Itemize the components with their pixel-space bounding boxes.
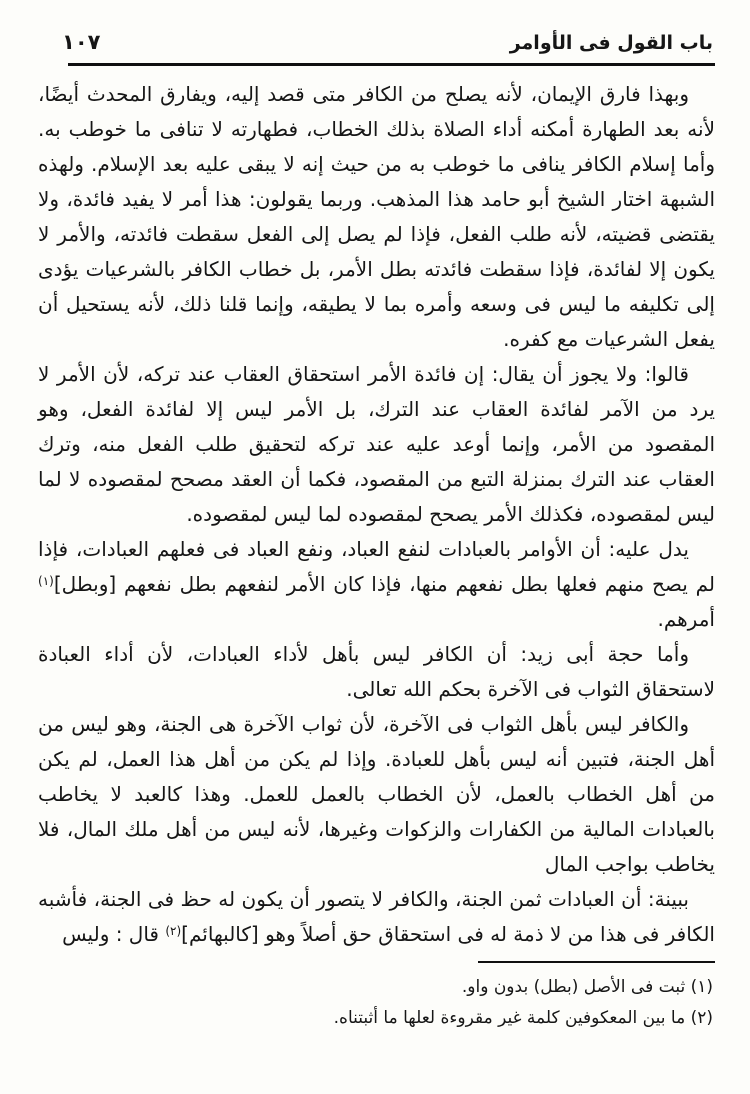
body-text [38, 77, 715, 952]
paragraph: ببينة: أن العبادات ثمن الجنة، والكافر لا يتصور أن يكون له حظ فى الجنة، فأشبه الكافر فى هذا من لا ذمة له فى استحقاق حق أصلاً وهو [كالبهائم]$^{(٢)}$ قال : وليس [38, 887, 715, 946]
paragraph: وأما حجة أبى زيد: أن الكافر ليس بأهل لأداء العبادات، لأن أداء العبادة لاستحقاق الثواب فى الآخرة بحكم الله تعالى. [38, 642, 715, 701]
page-header [38, 30, 715, 54]
footnote-ref-marker: (١) [38, 574, 54, 588]
paragraph: وبهذا فارق الإيمان، لأنه يصلح من الكافر متى قصد إليه، ويفارق المحدث أيضًا، لأنه بعد الطهارة أمكنه أداء الصلاة بذلك الخطاب، فطهارته لا تنافى ما خوطب به. وأما إسلام الكافر ينافى ما خوطب به من حيث إنه لا يبقى عليه بعد الإسلام. ولهذه الشبهة اختار الشيخ أبو حامد هذا المذهب. وربما يقولون: هذا أمر لا يفيد فائدة، ولا يقتضى قضيته، لأنه طلب الفعل، فإذا لم يصل إلى الفعل سقطت فائدته، والأمر لا يكون إلا لفائدة، فإذا سقطت فائدته بطل الأمر، بل خطاب الكافر بالشرعيات يؤدى إلى تكليفه ما ليس فى وسعه وأمره بما لا يطيقه، وإنما قلنا ذلك، لأنه يستحيل أن يفعل الشرعيات مع كفره. [38, 82, 715, 351]
paragraph: والكافر ليس بأهل الثواب فى الآخرة، لأن ثواب الآخرة هى الجنة، وهو ليس من أهل الجنة، فتبين أنه ليس بأهل للعبادة. وإذا لم يكن من أهل هذا العمل، لم يكن من أهل الخطاب بالعمل، لأن الخطاب بالعمل للعمل. وهذا كالعبد لا يخاطب بالعبادات المالية من الكفارات والزكوات وغيرها، لأنه ليس من أهل ملك المال، فلا يخاطب بواجب المال [38, 712, 715, 876]
header-rule [68, 63, 715, 66]
footnote-item: (١) ثبت فى الأصل (بطل) بدون واو. [461, 977, 713, 997]
footnote-ref-marker: (٢) [165, 924, 182, 938]
footnotes [38, 972, 715, 1034]
footnote-item: (٢) ما بين المعكوفين كلمة غير مقروءة لعلها ما أثبتناه. [333, 1008, 713, 1028]
page-number: ١٠٧ [62, 30, 101, 54]
chapter-title: باب القول فى الأوامر [509, 32, 713, 54]
paragraph: قالوا: ولا يجوز أن يقال: إن فائدة الأمر استحقاق العقاب عند تركه، لأن الأمر لا يرد من الآمر لفائدة العقاب عند الترك، بل الأمر ليس إلا لفائدة الفعل، وهو المقصود من الأمر، وإنما أوعد عليه عند تركه لتحقيق طلب الفعل منه، وترك العقاب عند الترك بمنزلة التبع من المقصود، فكما أن العقد مصحح لمقصوده لا لما ليس لمقصوده، فكذلك الأمر يصحح لمقصوده لما ليس لمقصوده. [38, 362, 715, 526]
paragraph: يدل عليه: أن الأوامر بالعبادات لنفع العباد، ونفع العباد فى فعلهم العبادات، فإذا لم يصح منهم فعلها بطل نفعهم منها، فإذا كان الأمر لنفعهم بطل نفعهم [وبطل]$^{(١)}$ أمرهم. [38, 537, 715, 631]
footnote-separator [478, 961, 715, 963]
